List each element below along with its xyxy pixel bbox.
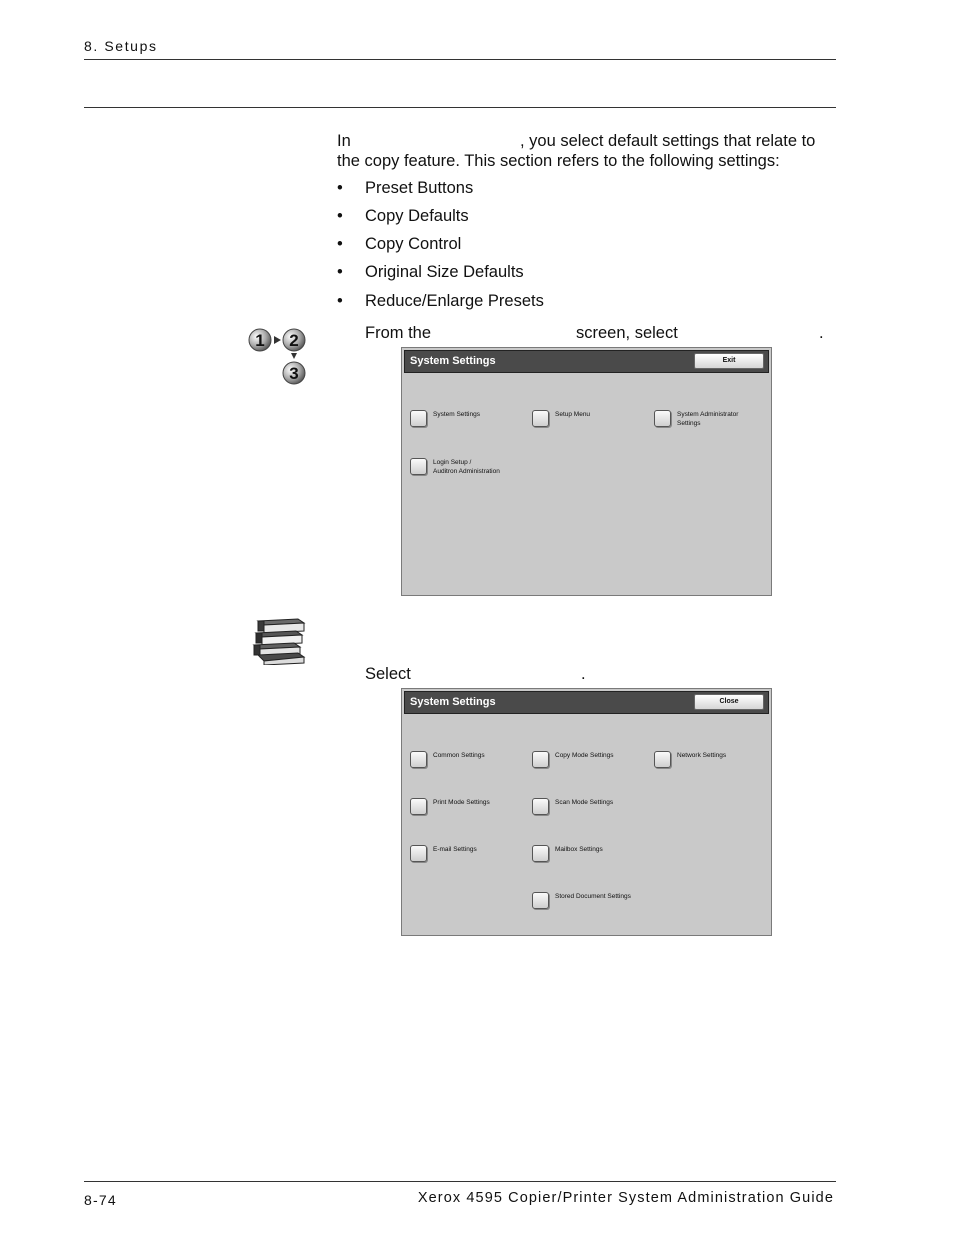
screen-titlebar xyxy=(404,691,769,714)
close-button[interactable]: Close xyxy=(694,694,764,710)
option-checkbox[interactable] xyxy=(410,458,427,475)
svg-text:2: 2 xyxy=(289,331,299,350)
screen-title: System Settings xyxy=(410,696,496,708)
step-1-2-3-icon xyxy=(246,322,312,388)
option-checkbox[interactable] xyxy=(532,751,549,768)
exit-button[interactable]: Exit xyxy=(694,353,764,369)
guide-title: Xerox 4595 Copier/Printer System Administration Guide xyxy=(417,1190,834,1206)
intro-line1-start: In xyxy=(337,132,351,150)
svg-text:3: 3 xyxy=(289,364,299,383)
option-checkbox[interactable] xyxy=(410,751,427,768)
footer-rule xyxy=(84,1181,836,1182)
option-checkbox[interactable] xyxy=(410,798,427,815)
option-checkbox[interactable] xyxy=(654,751,671,768)
step1-text-start: From the xyxy=(365,324,432,342)
step2-text-start: Select xyxy=(365,665,411,683)
option-checkbox[interactable] xyxy=(532,845,549,862)
option-checkbox[interactable] xyxy=(532,798,549,815)
page-number: 8-74 xyxy=(84,1192,117,1208)
header-rule xyxy=(84,59,836,60)
intro-line2: the copy feature. This section refers to the following settings: xyxy=(337,152,780,170)
system-settings-screen-1: System Settings Exit System Settings Setup Menu System Administrator Settings Login Setup / Auditron Administration xyxy=(401,347,772,596)
option-checkbox[interactable] xyxy=(532,892,549,909)
option-checkbox[interactable] xyxy=(410,410,427,427)
step1-text-end: . xyxy=(819,324,824,342)
svg-text:1: 1 xyxy=(255,331,265,350)
screen-title: System Settings xyxy=(410,355,496,367)
intro-line1-end: , you select default settings that relate to xyxy=(520,132,816,150)
books-icon xyxy=(252,617,308,665)
screen-titlebar xyxy=(404,350,769,373)
step1-text-mid: screen, select xyxy=(576,324,678,342)
step2-text-end: . xyxy=(581,665,586,683)
system-settings-screen-2: System Settings Close Common Settings Copy Mode Settings Network Settings Print Mode Settings Scan Mode Settings E-mail Settings Mailbox Settings Stored Document Settings xyxy=(401,688,772,936)
option-checkbox[interactable] xyxy=(410,845,427,862)
running-header: 8. Setups xyxy=(84,38,158,54)
section-rule xyxy=(84,107,836,108)
option-checkbox[interactable] xyxy=(654,410,671,427)
option-checkbox[interactable] xyxy=(532,410,549,427)
